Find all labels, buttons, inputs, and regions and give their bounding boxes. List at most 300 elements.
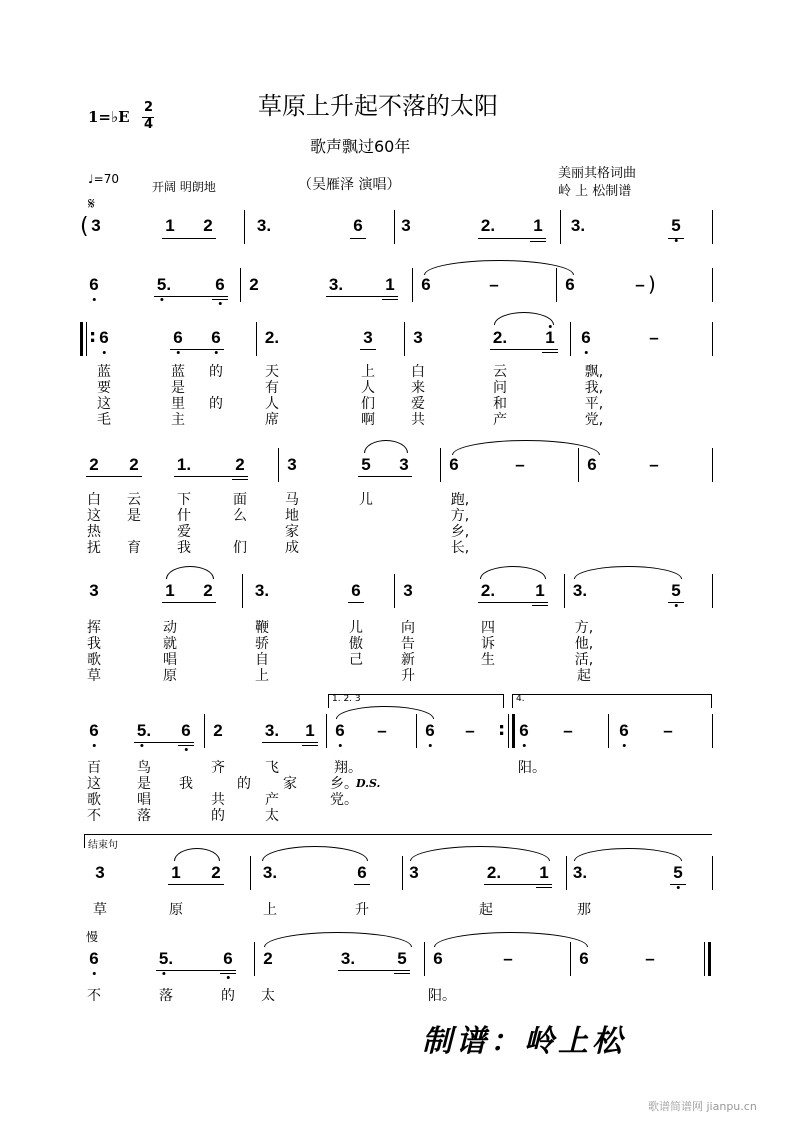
segno-mark: 𝄋 [88, 194, 95, 213]
lyric: 儿 [349, 620, 363, 636]
beam [212, 299, 228, 300]
beam [220, 973, 236, 974]
note: 1 [539, 863, 549, 882]
note: 1 [165, 581, 175, 600]
barline [560, 210, 561, 244]
note: 1 [171, 863, 181, 882]
lyric: 起 [479, 902, 493, 918]
note: 6 [351, 581, 361, 600]
lyric: 什 [177, 508, 191, 524]
beam [338, 970, 410, 971]
volta-bracket-2-right [711, 694, 712, 708]
expression-marking: 开阔 明朗地 [152, 180, 216, 194]
note: 5 [671, 217, 680, 235]
note: 2 [263, 949, 273, 968]
lyric: 问 [493, 380, 507, 396]
note: 5. [157, 276, 171, 294]
dash: – [503, 949, 513, 968]
beam [156, 970, 236, 971]
lyric: 们 [361, 396, 375, 412]
barline [556, 268, 557, 302]
lyric: 歌 [87, 652, 101, 668]
lyric: 原 [163, 668, 177, 684]
note: 2. [480, 216, 496, 235]
slur [166, 566, 214, 579]
lyric: 阳。 [518, 760, 546, 776]
barline [570, 942, 571, 976]
note: 6 [181, 722, 190, 740]
beam [490, 349, 558, 350]
beam [360, 349, 376, 350]
beam [536, 887, 552, 888]
barline [240, 268, 241, 302]
barline [416, 714, 417, 748]
barline [256, 322, 257, 356]
beam [530, 241, 546, 242]
lyric: 党。 [330, 792, 358, 808]
lyric: 共 [211, 792, 225, 808]
lyric: 产 [265, 792, 279, 808]
lyric: 这 [87, 776, 101, 792]
beam [668, 238, 684, 239]
note: 2 [213, 721, 223, 740]
beam [86, 476, 142, 477]
note: 1. [176, 455, 192, 474]
note: 2. [264, 328, 280, 347]
note: 6 [89, 950, 98, 968]
dash: – [489, 275, 499, 294]
note: 6 [519, 722, 528, 740]
coda-label: 结束句 [88, 840, 118, 851]
lyric: 席 [265, 412, 279, 428]
lyric: 么 [233, 508, 247, 524]
lyric: 抚 [87, 540, 101, 556]
note: 1 [533, 216, 543, 235]
barline [278, 448, 279, 482]
note: 3. [256, 216, 272, 235]
lyric: 原 [169, 902, 183, 918]
lyric: 我 [87, 636, 101, 652]
barline [712, 210, 713, 244]
note: 3. [328, 275, 344, 294]
lyric: 乡, [450, 524, 470, 540]
dash: – [377, 721, 387, 740]
slur [264, 932, 412, 947]
lyric: 的 [221, 988, 235, 1004]
note: 6 [357, 863, 367, 882]
note: 6 [89, 722, 98, 740]
note: 6 [99, 329, 108, 347]
barline [712, 856, 713, 890]
note: 3 [399, 455, 409, 474]
lyric: 己 [349, 652, 363, 668]
volta-label-2: 4. [516, 694, 525, 704]
lyric: 齐 [211, 760, 225, 776]
note: 5 [671, 582, 680, 600]
lyric: 的 [209, 364, 223, 380]
slur [410, 846, 550, 861]
dash: – [649, 455, 659, 474]
barline [712, 322, 713, 356]
lyric: 里 [171, 396, 185, 412]
slur [174, 848, 220, 861]
repeat-barline-thick [80, 322, 83, 356]
intro-paren-close: ) [648, 272, 656, 296]
lyric: 向 [401, 620, 415, 636]
barline [712, 268, 713, 302]
note: 3 [287, 455, 297, 474]
slur [364, 440, 408, 453]
barline [254, 942, 255, 976]
barline [204, 714, 205, 748]
beam [350, 238, 366, 239]
note: 5. [159, 950, 173, 968]
barline [570, 322, 571, 356]
lyric: 热 [87, 524, 101, 540]
lyric: 下 [177, 492, 191, 508]
lyric: 草 [93, 902, 107, 918]
barline [242, 574, 243, 608]
beam [670, 884, 686, 885]
lyric: 上 [263, 902, 277, 918]
lyric: 和 [493, 396, 507, 412]
note: 3 [409, 863, 419, 882]
note: 3. [264, 721, 280, 740]
credit-lyrics: 美丽其格词曲 [558, 166, 637, 181]
lyric: 不 [87, 808, 101, 824]
note: 3. [254, 581, 270, 600]
lyric: 育 [127, 540, 141, 556]
lyric: 乡。 [330, 776, 358, 792]
note: 3 [401, 216, 411, 235]
note: 2 [203, 216, 213, 235]
slur [434, 932, 588, 947]
lyric: 的 [211, 808, 225, 824]
lyric: 上 [255, 668, 269, 684]
lyric: 是 [127, 508, 141, 524]
time-signature-top: 2 [144, 100, 154, 115]
lyric: 成 [285, 540, 299, 556]
note: 6 [223, 950, 232, 968]
beam [484, 884, 552, 885]
note: 1 [165, 216, 175, 235]
dash: – [563, 721, 573, 740]
lyric: 歌 [87, 792, 101, 808]
intro-paren: ( [80, 214, 89, 239]
lyric: 爱 [177, 524, 191, 540]
note: 3 [95, 863, 105, 882]
note: 6 [581, 329, 590, 347]
lyric: 产 [493, 412, 507, 428]
lyric: 家 [283, 776, 297, 792]
barline [250, 856, 251, 890]
note: 6 [173, 329, 182, 347]
beam [162, 238, 216, 239]
note: 6 [211, 329, 220, 347]
barline [564, 574, 565, 608]
barline [712, 574, 713, 608]
beam [348, 602, 364, 603]
note: 3 [413, 328, 423, 347]
dash: – [649, 328, 659, 347]
barline [326, 714, 327, 748]
lyric: 啊 [361, 412, 375, 428]
coda-divider [84, 834, 712, 835]
lyric: 平, [584, 396, 604, 412]
slur [574, 848, 682, 861]
note: 6 [565, 275, 575, 294]
lyric: 阳。 [428, 988, 456, 1004]
lyric: 长, [450, 540, 470, 556]
lyric: 主 [171, 412, 185, 428]
note: 6 [89, 276, 98, 294]
lyric: 升 [401, 668, 415, 684]
note: 6 [421, 275, 431, 294]
song-subtitle: 歌声飘过60年 [310, 137, 411, 156]
lyric: 要 [97, 380, 111, 396]
slur [480, 566, 546, 579]
tempo-marking: ♩=70 [88, 172, 119, 186]
note: 5 [361, 455, 371, 474]
lyric: 跑, [450, 492, 470, 508]
note: 2 [89, 455, 99, 474]
note: 2 [203, 581, 213, 600]
repeat-dots: : [89, 326, 97, 347]
note: 3. [570, 216, 586, 235]
dash: – [645, 949, 655, 968]
note: 3 [403, 581, 413, 600]
lyric: 傲 [349, 636, 363, 652]
note: 3. [572, 581, 588, 600]
barline [608, 714, 609, 748]
lyric: 那 [577, 902, 591, 918]
lyric: 太 [265, 808, 279, 824]
barline [394, 574, 395, 608]
lyric: 太 [261, 988, 275, 1004]
lyric: 我, [584, 380, 604, 396]
slur [336, 706, 434, 719]
lyric: 鸟 [137, 760, 151, 776]
note: 2. [486, 863, 502, 882]
lyric: 飞 [265, 760, 279, 776]
lyric: 共 [411, 412, 425, 428]
note: 1 [545, 329, 554, 347]
barline [424, 942, 425, 976]
lyric: 唱 [137, 792, 151, 808]
lyric: 有 [265, 380, 279, 396]
lyric: 人 [361, 380, 375, 396]
beam [134, 742, 194, 743]
barline [712, 714, 713, 748]
repeat-barline-thick [512, 714, 515, 748]
beam [170, 349, 224, 350]
note: 2. [480, 581, 496, 600]
barline [412, 268, 413, 302]
lyric: 飘, [584, 364, 604, 380]
beam [478, 602, 548, 603]
final-barline-thin [704, 942, 705, 976]
lyric: 动 [163, 620, 177, 636]
note: 6 [335, 722, 344, 740]
lyric: 爱 [411, 396, 425, 412]
note: 3. [262, 863, 278, 882]
beam [382, 299, 398, 300]
slur [494, 312, 554, 325]
lyric: 白 [411, 364, 425, 380]
lyric: 起 [577, 668, 591, 684]
beam [174, 476, 248, 477]
performer: （吴雁泽 演唱） [298, 177, 401, 193]
note: 5. [137, 722, 151, 740]
beam [162, 602, 216, 603]
lyric: 落 [159, 988, 173, 1004]
note: 6 [433, 949, 443, 968]
beam [154, 296, 228, 297]
lyric: 自 [255, 652, 269, 668]
beam [178, 745, 194, 746]
note: 6 [425, 722, 434, 740]
ds-marking: D.S. [356, 777, 381, 790]
volta-label-1: 1. 2. 3 [332, 694, 361, 704]
repeat-barline-thin [508, 714, 509, 748]
lyric: 面 [233, 492, 247, 508]
note: 2 [211, 863, 221, 882]
lyric: 家 [285, 524, 299, 540]
barline [402, 856, 403, 890]
lyric: 是 [171, 380, 185, 396]
note: 2 [129, 455, 139, 474]
barline [578, 448, 579, 482]
lyric: 落 [137, 808, 151, 824]
barline [394, 210, 395, 244]
tempo-slow-marking: 慢 [86, 930, 99, 944]
lyric: 方, [450, 508, 470, 524]
barline [440, 448, 441, 482]
lyric: 翔。 [334, 760, 362, 776]
slur [262, 846, 368, 861]
lyric: 不 [87, 988, 101, 1004]
lyric: 白 [87, 492, 101, 508]
beam [542, 352, 558, 353]
note: 1 [385, 275, 395, 294]
beam [394, 973, 410, 974]
note: 2 [235, 455, 245, 474]
note: 3. [340, 949, 356, 968]
lyric: 这 [87, 508, 101, 524]
slur [424, 260, 574, 275]
lyric: 云 [493, 364, 507, 380]
lyric: 生 [481, 652, 495, 668]
lyric: 挥 [87, 620, 101, 636]
barline [566, 856, 567, 890]
barline [712, 448, 713, 482]
dash: – [663, 721, 673, 740]
slur [574, 566, 682, 579]
lyric: 他, [574, 636, 594, 652]
note: 2. [492, 328, 508, 347]
beam [168, 884, 224, 885]
note: 6 [587, 455, 597, 474]
volta-bracket-1-right [503, 694, 504, 708]
volta-bracket-2-left [512, 694, 513, 708]
beam [302, 745, 318, 746]
lyric: 蓝 [171, 364, 185, 380]
final-barline-thick [708, 942, 711, 976]
note: 6 [579, 949, 589, 968]
lyric: 骄 [255, 636, 269, 652]
beam [326, 296, 398, 297]
volta-bracket-1-left [328, 694, 329, 708]
lyric: 鞭 [255, 620, 269, 636]
lyric: 人 [265, 396, 279, 412]
barline [244, 210, 245, 244]
lyric: 的 [209, 396, 223, 412]
lyric: 百 [87, 760, 101, 776]
lyric: 活, [574, 652, 594, 668]
note: 3 [363, 328, 373, 347]
lyric: 就 [163, 636, 177, 652]
lyric: 告 [401, 636, 415, 652]
lyric: 我 [177, 540, 191, 556]
beam [668, 602, 684, 603]
note: 3 [91, 216, 101, 235]
barline [404, 322, 405, 356]
note: 5 [673, 864, 682, 882]
lyric: 们 [233, 540, 247, 556]
lyric: 诉 [481, 636, 495, 652]
lyric: 是 [137, 776, 151, 792]
lyric: 新 [401, 652, 415, 668]
lyric: 的 [237, 776, 251, 792]
beam [478, 238, 546, 239]
song-title: 草原上升起不落的太阳 [258, 92, 498, 120]
beam [232, 479, 248, 480]
beam [532, 605, 548, 606]
note: 3. [572, 863, 588, 882]
lyric: 四 [481, 620, 495, 636]
credit-score: 岭 上 松制谱 [558, 184, 632, 199]
note: 6 [353, 216, 363, 235]
lyric: 升 [355, 902, 369, 918]
repeat-barline-thin [86, 322, 87, 356]
note: 5 [397, 949, 407, 968]
lyric: 唱 [163, 652, 177, 668]
lyric: 天 [265, 364, 279, 380]
volta-bracket-2 [512, 694, 712, 695]
lyric: 马 [285, 492, 299, 508]
arranger-signature: 制谱：岭上松 [422, 1024, 626, 1059]
note: 1 [305, 721, 315, 740]
coda-divider-left [84, 834, 85, 848]
repeat-dots: : [498, 719, 506, 740]
lyric: 儿 [359, 492, 373, 508]
note: 6 [449, 455, 459, 474]
lyric: 来 [411, 380, 425, 396]
watermark: 歌谱简谱网 jianpu.cn [648, 1100, 757, 1113]
beam [354, 884, 370, 885]
note: 1 [535, 581, 545, 600]
dash: – [515, 455, 525, 474]
note: 3 [89, 581, 99, 600]
lyric: 毛 [97, 412, 111, 428]
lyric: 这 [97, 396, 111, 412]
lyric: 蓝 [97, 364, 111, 380]
lyric: 云 [127, 492, 141, 508]
beam [262, 742, 318, 743]
lyric: 方, [574, 620, 594, 636]
lyric: 我 [179, 776, 193, 792]
note: 6 [215, 276, 224, 294]
